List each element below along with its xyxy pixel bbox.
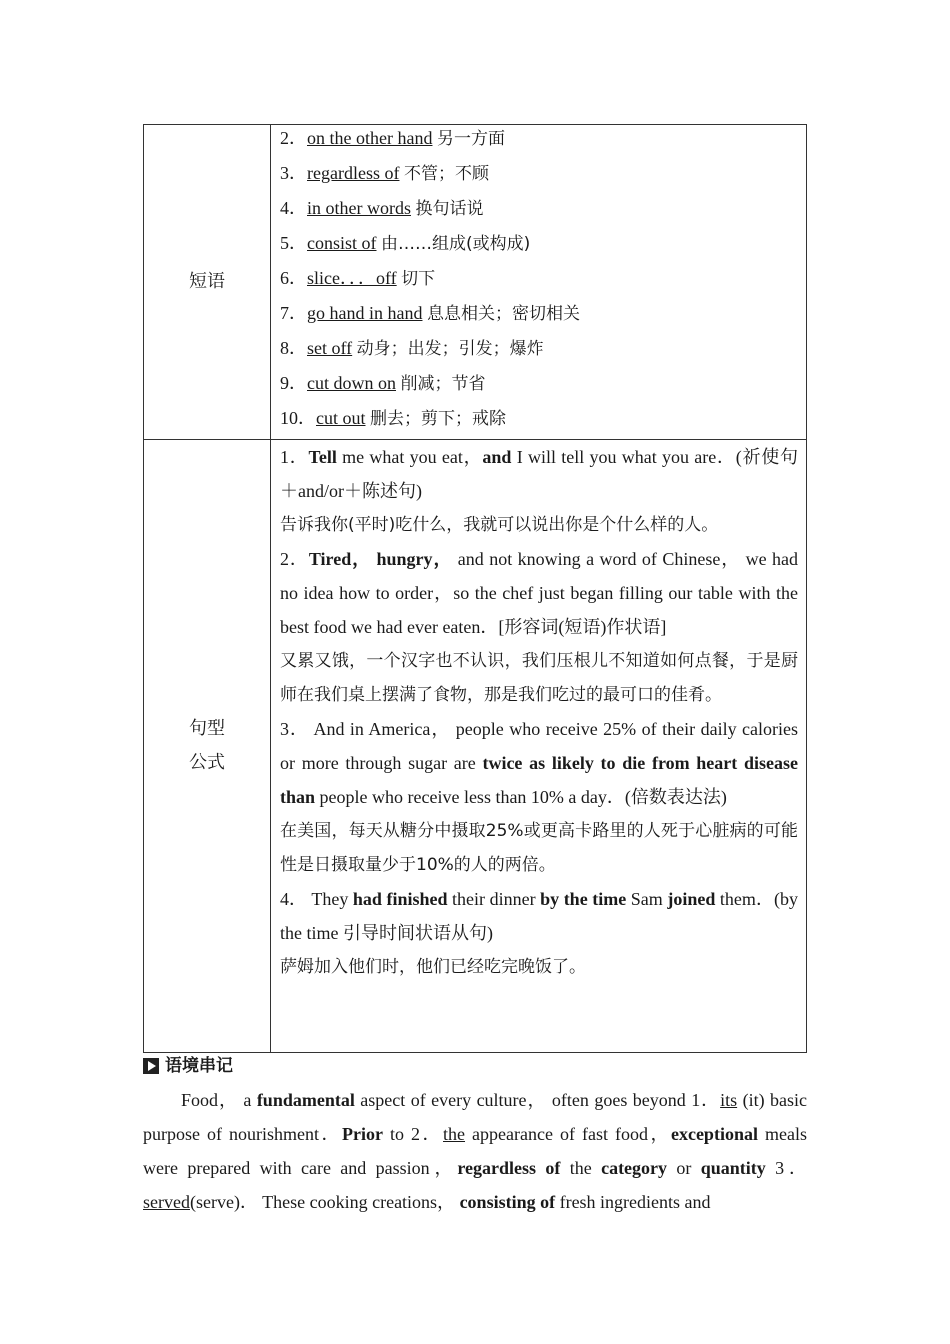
sentence-1 [280,440,798,508]
text: They [307,889,353,909]
list-item [280,404,798,439]
bold-text: Tell [308,447,337,467]
text: meals were prepared with care and passion， [143,1124,807,1178]
bold-text: regardless of [457,1158,561,1178]
text: (serve)． These cooking creations， [189,1192,460,1212]
answer: its [720,1090,738,1110]
list-item [280,369,798,404]
phrase: set off [307,338,353,358]
text: 3． [765,1158,807,1178]
sentence-2-translation: 又累又饿，一个汉字也不认识，我们压根儿不知道如何点餐，于是厨师在我们桌上摆满了食物，那是我们吃过的最可口的佳肴。 [280,651,798,705]
list-item [280,229,798,264]
list-item [280,194,798,229]
bold-text: consisting of [459,1192,556,1212]
patterns-row [144,440,807,1053]
meaning: 动身；出发；引发；爆炸 [356,339,544,359]
text: And in America， people who receive 25% of their daily calories or more through sugar are [280,719,799,773]
text: their dinner [447,889,541,909]
meaning: 切下 [401,269,436,289]
meaning: 由……组成(或构成) [381,234,531,254]
text: fresh ingredients and [555,1192,711,1212]
phrase: cut out [316,408,366,428]
phrases-label-text: 短语 [189,271,225,292]
patterns-list [271,440,807,1053]
phrase: go hand in hand [307,303,423,323]
phrases-list [271,125,807,440]
item-num: 7． [280,303,307,323]
sentence-1-translation: 告诉我你(平时)吃什么，我就可以说出你是个什么样的人。 [280,515,719,535]
list-item [280,299,798,334]
bold-text: exceptional [670,1124,758,1144]
phrase: in other words [307,198,411,218]
vocab-table [143,124,807,1053]
list-item [280,334,798,369]
bold-text: Tired， [308,549,372,569]
text: people who receive less than 10% a day．(倍数表达法) [315,787,727,807]
patterns-label-line1: 句型 [189,718,225,739]
answer: served [143,1192,190,1212]
meaning: 削减；节省 [400,374,486,394]
text: me what you eat， [336,447,483,467]
sentence-3 [280,712,798,814]
text: and not knowing a word of Chinese， we had no idea how to order，so the chef just began filling our table with the best food we had ever eaten．[形容词(短语)作状语] [280,549,798,637]
phrase: regardless of [307,163,400,183]
item-num: 6． [280,268,307,288]
sentence-num: 4． [280,889,308,909]
text: Food， a [181,1090,257,1110]
bold-text: had finished [352,889,448,909]
meaning: 息息相关；密切相关 [426,304,580,324]
text: to 2． [382,1124,444,1144]
sentence-4-translation: 萨姆加入他们时，他们已经吃完晚饭了。 [280,957,586,977]
patterns-label [144,440,271,1053]
meaning: 不管；不顾 [403,164,489,184]
phrase: cut down on [307,373,396,393]
text: (it) basic purpose of nourishment． [143,1090,807,1144]
sentence-3-translation: 在美国，每天从糖分中摄取25%或更高卡路里的人死于心脏病的可能性是日摄取量少于10%的人的两倍。 [280,821,798,875]
phrases-row [144,125,807,440]
item-num: 10． [280,408,316,428]
item-num: 4． [280,198,307,218]
bold-text: quantity [700,1158,766,1178]
sentence-num: 1． [280,447,309,467]
text: appearance of fast food， [465,1124,671,1144]
meaning: 换句话说 [415,199,484,219]
sentence-2 [280,542,798,644]
list-item [280,159,798,194]
text: the [560,1158,602,1178]
sentence-num: 2． [280,549,309,569]
bold-text: joined [667,889,716,909]
text: them．(by the time 引导时间状语从句) [280,889,798,943]
phrase: slice．．．off [307,268,397,288]
item-num: 8． [280,338,307,358]
item-num: 2． [280,128,307,148]
item-num: 3． [280,163,307,183]
list-item [280,264,798,299]
meaning: 删去；剪下；戒除 [370,409,506,429]
context-heading [143,1053,807,1079]
answer: the [443,1124,466,1144]
text: or [667,1158,701,1178]
bold-text: and [482,447,512,467]
phrase: consist of [307,233,377,253]
meaning: 另一方面 [436,129,505,149]
patterns-label-line2: 公式 [189,752,225,773]
bold-text: fundamental [256,1090,355,1110]
context-heading-text: 语境串记 [165,1056,233,1076]
text: Sam [626,889,668,909]
list-item [280,124,798,159]
play-icon [143,1058,159,1074]
bold-text: category [601,1158,668,1178]
sentence-4 [280,882,798,950]
bold-text: by the time [540,889,627,909]
phrases-label [144,125,271,440]
page-content [143,124,807,1219]
item-num: 5． [280,233,307,253]
bold-text: twice as likely to die from heart disease than [280,753,798,807]
text: I will tell you what you are．(祈使句＋and/or＋陈述句) [280,447,798,501]
bold-text: Prior [342,1124,383,1144]
bold-text: hungry， [376,549,453,569]
context-paragraph [143,1083,807,1219]
text: aspect of every culture， often goes beyond 1． [354,1090,721,1110]
phrase: on the other hand [307,128,433,148]
sentence-num: 3． [280,719,309,739]
item-num: 9． [280,373,307,393]
